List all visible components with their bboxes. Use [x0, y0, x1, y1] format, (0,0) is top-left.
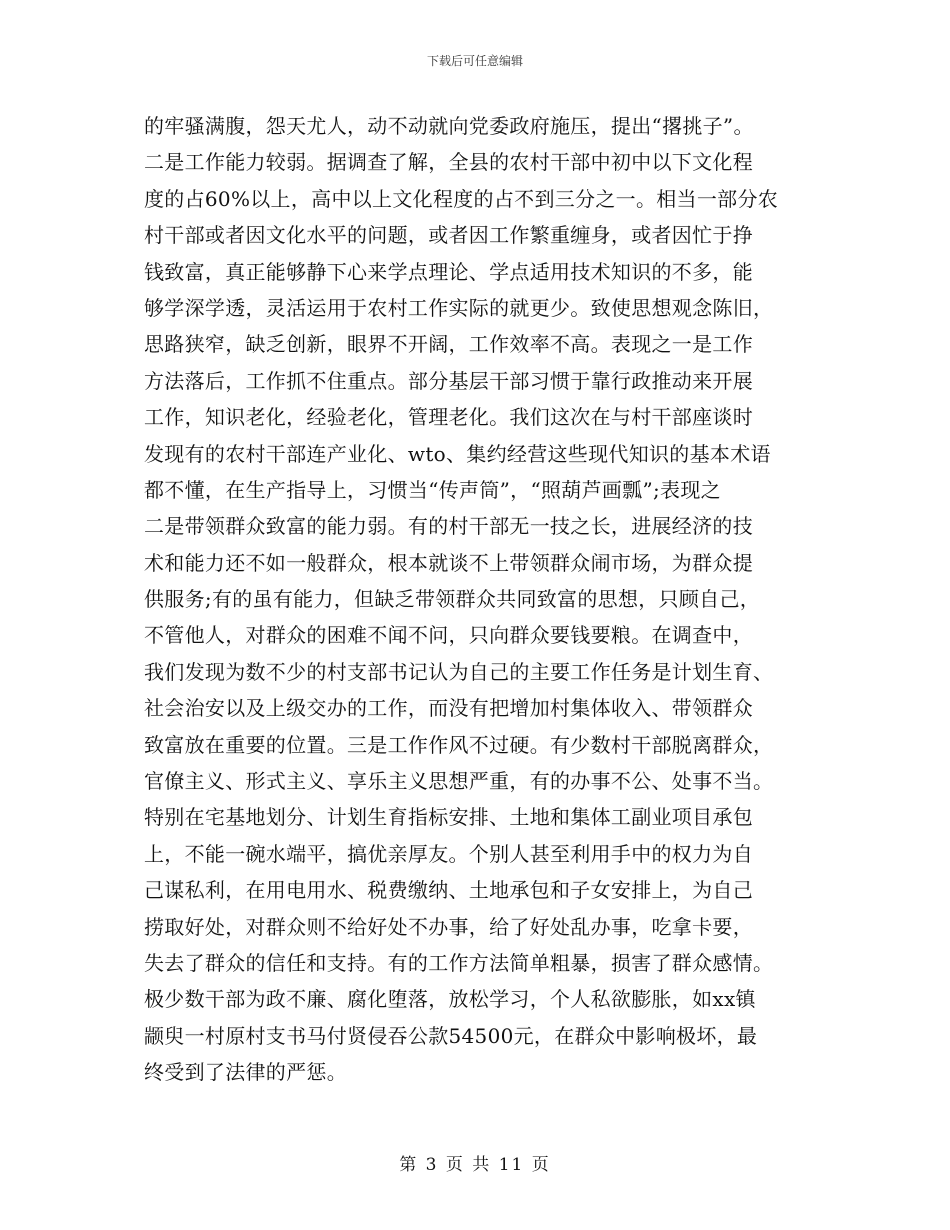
- text-line: 二是工作能力较弱。据调查了解，全县的农村干部中初中以下文化程: [144, 150, 753, 175]
- text-line: 失去了群众的信任和支持。有的工作方法简单粗暴，损害了群众感情。: [144, 950, 774, 975]
- text-line: 终受到了法律的严惩。: [144, 1060, 347, 1085]
- text-line: 的牢骚满腹，怨天尤人，动不动就向党委政府施压，提出“撂挑子”。: [144, 114, 754, 138]
- text-line: 官僚主义、形式主义、享乐主义思想严重，有的办事不公、处事不当。: [144, 769, 774, 794]
- body-paragraph: [144, 108, 824, 1091]
- text-line: 钱致富，真正能够静下心来学点理论、学点适用技术知识的不多，能: [144, 259, 753, 284]
- text-line: 极少数干部为政不廉、腐化堕落，放松学习，个人私欲膨胀，如xx镇: [144, 987, 756, 1012]
- page-number-footer: 第 3 页 共 11 页: [399, 1155, 551, 1175]
- text-line: 够学深学透，灵活运用于农村工作实际的就更少。致使思想观念陈旧，: [144, 295, 774, 320]
- text-line: 工作，知识老化，经验老化，管理老化。我们这次在与村干部座谈时: [144, 405, 753, 430]
- text-line: 己谋私利，在用电用水、税费缴纳、土地承包和子女安排上，为自己: [144, 878, 753, 903]
- text-line: 供服务;有的虽有能力，但缺乏带领群众共同致富的思想，只顾自己，: [144, 587, 761, 612]
- text-line: 我们发现为数不少的村支部书记认为自己的主要工作任务是计划生育、: [144, 659, 774, 684]
- text-line: 不管他人，对群众的困难不闻不问，只向群众要钱要粮。在调查中，: [144, 623, 753, 648]
- text-line: 致富放在重要的位置。三是工作作风不过硬。有少数村干部脱离群众，: [144, 732, 774, 757]
- text-line: 度的占60%以上，高中以上文化程度的占不到三分之一。相当一部分农: [144, 186, 779, 211]
- text-line: 术和能力还不如一般群众，根本就谈不上带领群众闹市场，为群众提: [144, 550, 753, 575]
- text-line: 都不懂，在生产指导上，习惯当“传声筒”，“照葫芦画瓢”;表现之: [144, 477, 721, 502]
- text-line: 发现有的农村干部连产业化、wto、集约经营这些现代知识的基本术语: [144, 441, 771, 466]
- text-line: 捞取好处，对群众则不给好处不办事，给了好处乱办事，吃拿卡要，: [144, 914, 753, 939]
- text-line: 特别在宅基地划分、计划生育指标安排、土地和集体工副业项目承包: [144, 805, 753, 830]
- text-line: 上，不能一碗水端平，搞优亲厚友。个别人甚至利用手中的权力为自: [144, 841, 753, 866]
- text-line: 思路狭窄，缺乏创新，眼界不开阔，工作效率不高。表现之一是工作: [144, 332, 753, 357]
- text-line: 二是带领群众致富的能力弱。有的村干部无一技之长，进展经济的技: [144, 514, 753, 539]
- page-header: 下载后可任意编辑: [426, 54, 523, 68]
- text-line: 颛臾一村原村支书马付贤侵吞公款54500元，在群众中影响极坏，最: [144, 1023, 758, 1048]
- text-line: 方法落后，工作抓不住重点。部分基层干部习惯于靠行政推动来开展: [144, 368, 753, 393]
- text-line: 社会治安以及上级交办的工作，而没有把增加村集体收入、带领群众: [144, 696, 753, 721]
- text-line: 村干部或者因文化水平的问题，或者因工作繁重缠身，或者因忙于挣: [144, 223, 753, 248]
